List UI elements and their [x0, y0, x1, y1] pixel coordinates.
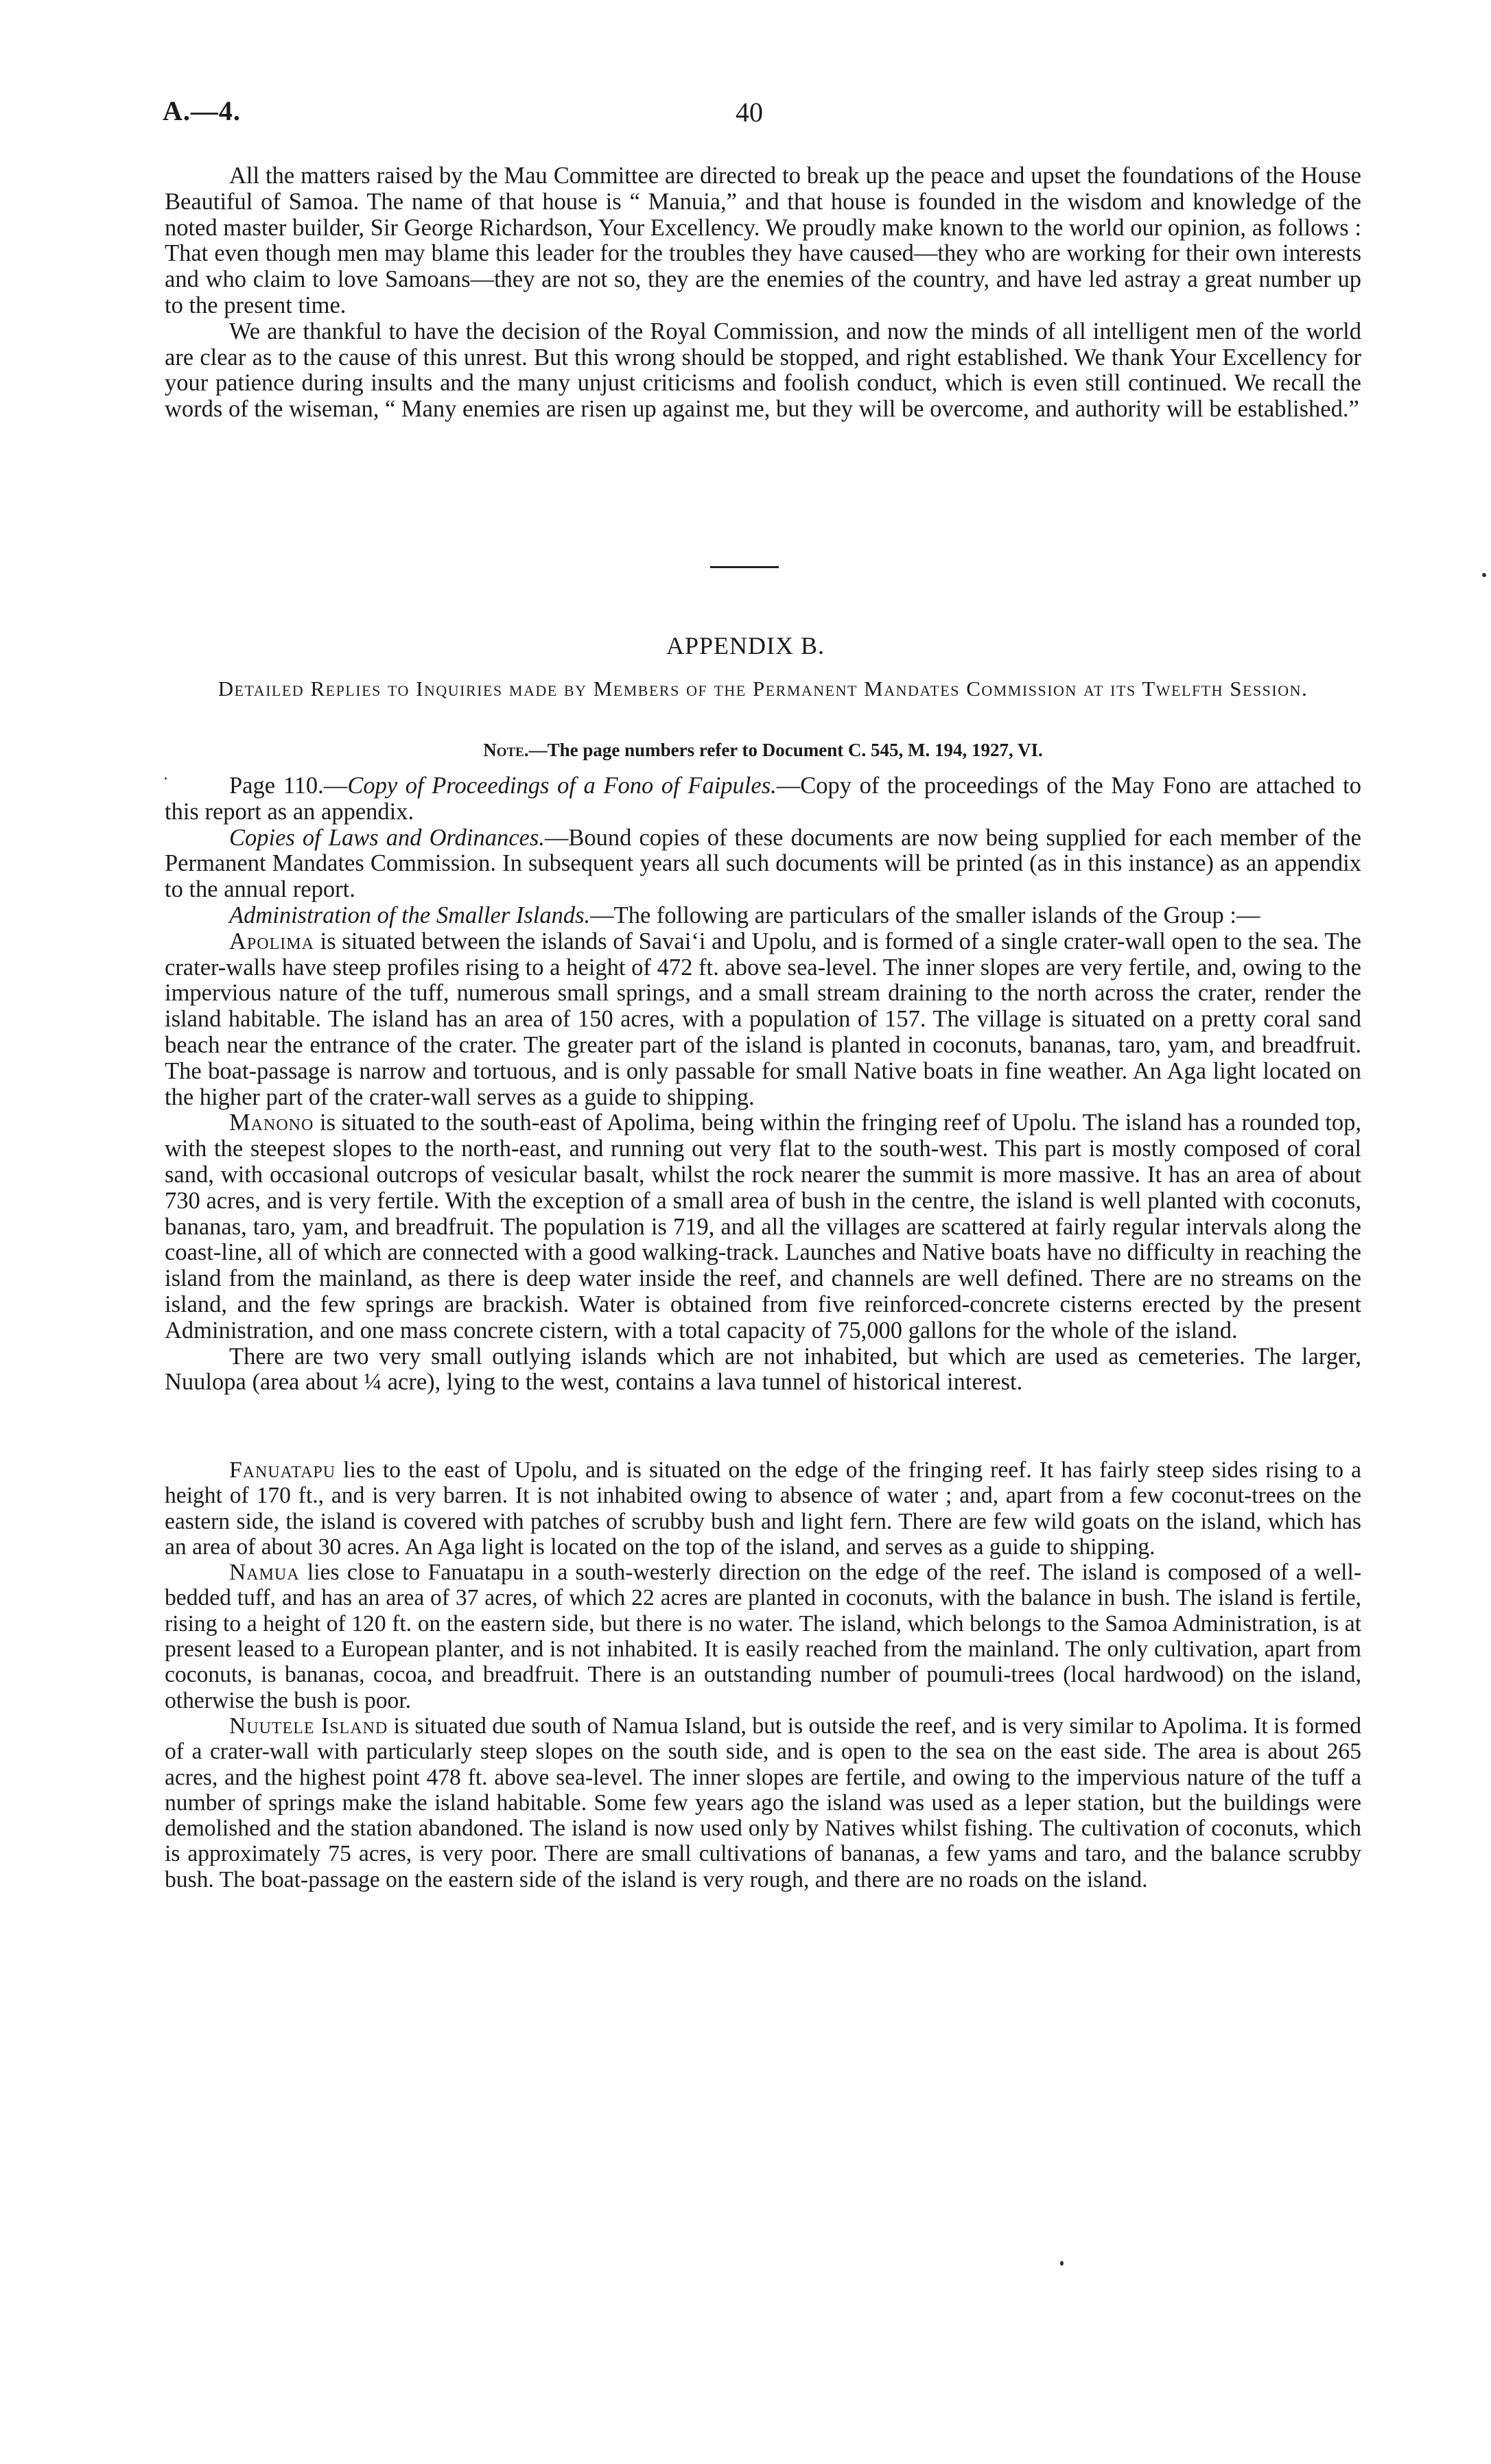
intro-section [165, 163, 1361, 423]
item-heading: Copies of Laws and Ordinances. [229, 824, 545, 851]
paragraph-apolima [165, 929, 1361, 1111]
island-name: Manono [229, 1110, 314, 1136]
note-label: Note. [483, 740, 529, 760]
paragraph: All the matters raised by the Mau Committee are directed to break up the peace and upset the foundations of the House Beautiful of Samoa. The name of that house is “ Manuia,” and that house is founded in the wisdom and knowledge of the noted master builder, Sir George Richardson, Your Excellency. We proudly make known to the world our opinion, as follows : That even though men may blame this leader for the troubles they have caused—they who are working for their own interests and who claim to love Samoans—they are not so, they are the enemies of the country, and have led astray a great number up to the present time. [165, 163, 1361, 318]
item-text: —Copy of the proceedings of the May Fono are attached to this report as an appendix. [165, 773, 1361, 825]
document-reference: A.—4. [163, 95, 241, 126]
appendix-note [165, 740, 1361, 761]
island-text: is situated between the islands of Savai‘i and Upolu, and is formed of a single crater-wall open to the sea. The crater-walls have steep profiles rising to a height of 472 ft. above sea-level. The inner slopes are very fertile, and, owing to the impervious nature of the tuff, numerous small springs, and a small stream draining to the north across the crater, render the island habitable. The island has an area of 150 acres, with a population of 157. The village is situated on a pretty coral sand beach near the entrance of the crater. The greater part of the island is planted in coconuts, bananas, taro, yam, and breadfruit. The boat-passage is narrow and tortuous, and is only passable for small Native boats in fine weather. An Aga light located on the higher part of the crater-wall serves as a guide to shipping. [165, 928, 1361, 1110]
page-number: 40 [736, 97, 763, 128]
paragraph-laws [165, 825, 1361, 903]
islands-section [165, 1457, 1361, 1892]
page-ref: Page 110.— [229, 773, 348, 799]
island-text: is situated to the south-east of Apolima, being within the fringing reef of Upolu. The island has a rounded top, with the steepest slopes to the north-east, and running out very flat to the south-west. This part is mostly composed of coral sand, with occasional outcrops of vesicular basalt, whilst the rock nearer the summit is more massive. It has an area of about 730 acres, and is very fertile. With the exception of a small area of bush in the centre, the island is well planted with coconuts, bananas, taro, yam, and breadfruit. The population is 719, and all the villages are scattered at fairly regular intervals along the coast-line, all of which are connected with a good walking-track. Launches and Native boats have no difficulty in reaching the island from the mainland, as there is deep water inside the reef, and channels are well defined. There are no streams on the island, and the few springs are brackish. Water is obtained from five reinforced-concrete cisterns erected by the present Administration, and one mass concrete cistern, with a total capacity of 75,000 gallons for the whole of the island. [165, 1110, 1361, 1344]
island-name: Fanuatapu [229, 1457, 336, 1483]
scan-speck [165, 777, 167, 779]
paragraph-manono [165, 1110, 1361, 1344]
paragraph-namua [165, 1560, 1361, 1713]
replies-section [165, 773, 1361, 1396]
paragraph-fanuatapu [165, 1457, 1361, 1560]
item-heading: Administration of the Smaller Islands. [229, 902, 591, 928]
appendix-title: APPENDIX B. [666, 632, 825, 659]
item-heading: Copy of Proceedings of a Fono of Faipules. [347, 773, 777, 799]
item-text: —Bound copies of these documents are now being supplied for each member of the Permanent Mandates Commission. In subsequent years all such documents will be printed (as in this instance) as an appendix to the annual report. [165, 824, 1361, 903]
island-name: Nuutele Island [229, 1713, 388, 1739]
island-text: lies to the east of Upolu, and is situated on the edge of the fringing reef. It has fairly steep sides rising to a height of 170 ft., and is very barren. It is not inhabited owing to absence of water ; and, apart from a few coconut-trees on the eastern side, the island is covered with patches of scrubby bush and light fern. There are few wild goats on the island, which has an area of about 30 acres. An Aga light is located on the top of the island, and serves as a guide to shipping. [165, 1457, 1361, 1560]
island-text: lies close to Fanuatapu in a south-westerly direction on the edge of the reef. The island is composed of a well-bedded tuff, and has an area of 37 acres, of which 22 acres are planted in coconuts, with the balance in bush. The island is fertile, rising to a height of 120 ft. on the eastern side, but there is no water. The island, which belongs to the Samoa Administration, is at present leased to a European planter, and is not inhabited. It is easily reached from the mainland. The only cultivation, apart from coconuts, is bananas, cocoa, and breadfruit. There is an outstanding number of poumuli-trees (local hardwood) on the island, otherwise the bush is poor. [165, 1560, 1361, 1713]
section-divider [710, 566, 779, 568]
paragraph-outlying: There are two very small outlying islands which are not inhabited, but which are used as cemeteries. The larger, Nuulopa (area about ¼ acre), lying to the west, contains a lava tunnel of historical interest. [165, 1343, 1361, 1396]
paragraph-fono [165, 773, 1361, 825]
scan-speck [1060, 2261, 1064, 2266]
appendix-subtitle: Detailed Replies to Inquiries made by Members of the Permanent Mandates Commission at its Twelfth Session. [218, 677, 1308, 701]
paragraph: We are thankful to have the decision of the Royal Commission, and now the minds of all intelligent men of the world are clear as to the cause of this unrest. But this wrong should be stopped, and right established. We thank Your Excellency for your patience during insults and the many unjust criticisms and foolish conduct, which is even still continued. We recall the words of the wiseman, “ Many enemies are risen up against me, but they will be overcome, and authority will be established.” [165, 318, 1361, 423]
note-text: —The page numbers refer to Document C. 545, M. 194, 1927, VI. [528, 740, 1043, 760]
paragraph-admin [165, 903, 1361, 929]
scan-speck [1482, 573, 1486, 577]
island-name: Namua [229, 1560, 300, 1586]
island-text: is situated due south of Namua Island, but is outside the reef, and is very similar to Apolima. It is formed of a crater-wall with particularly steep slopes on the south side, and is open to the sea on the east side. The area is about 265 acres, and the highest point 478 ft. above sea-level. The inner slopes are fertile, and owing to the impervious nature of the tuff a number of springs make the island habitable. Some few years ago the island was used as a leper station, but the buildings were demolished and the station abandoned. The island is now used only by Natives whilst fishing. The cultivation of coconuts, which is approximately 75 acres, is very poor. There are small cultivations of bananas, a few yams and taro, and the balance scrubby bush. The boat-passage on the eastern side of the island is very rough, and there are no roads on the island. [165, 1713, 1361, 1892]
paragraph-nuutele [165, 1713, 1361, 1892]
island-name: Apolima [229, 928, 314, 954]
item-text: —The following are particulars of the smaller islands of the Group :— [590, 902, 1260, 928]
